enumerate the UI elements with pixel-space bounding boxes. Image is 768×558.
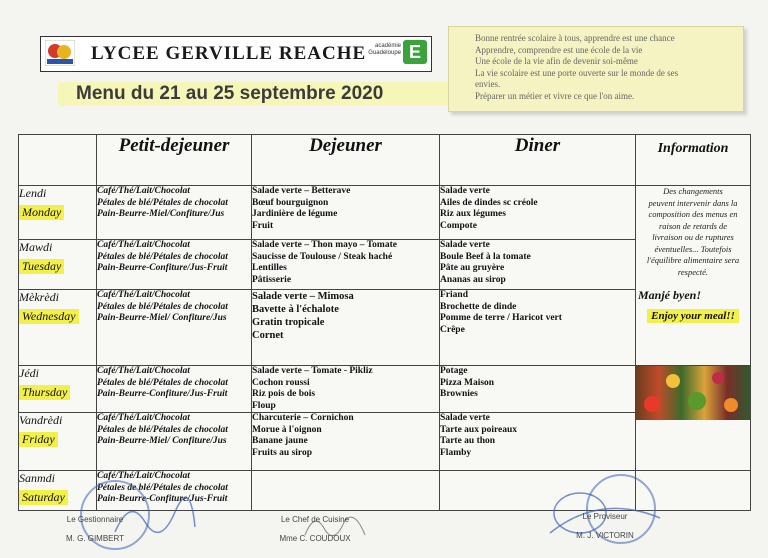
- quote-line: La vie scolaire est une porte ouverte sur le monde de ses: [475, 67, 679, 78]
- dinner-cell: Friand Brochette de dinde Pomme de terre / Haricot vert Crêpe: [440, 290, 636, 366]
- corner-cell: [19, 135, 97, 186]
- day-creole: Mawdi: [19, 240, 53, 254]
- lunch-cell: Salade verte – Tomate - Pikliz Cochon roussi Riz pois de bois Floup: [252, 366, 440, 413]
- day-english: Thursday: [19, 385, 70, 400]
- table-row: [19, 186, 751, 240]
- dinner-cell: Salade verte Boule Beef à la tomate Pâte au gruyère Ananas au sirop: [440, 240, 636, 290]
- day-creole: Lendi: [19, 186, 47, 200]
- table-row: [19, 366, 751, 413]
- signature-proviseur: [560, 512, 650, 540]
- signature-gestionnaire: [50, 515, 140, 543]
- day-english: Monday: [19, 205, 64, 220]
- day-english: Tuesday: [19, 259, 64, 274]
- enjoy-meal-label: Enjoy your meal!!: [647, 309, 739, 323]
- academie-label: académie Guadeloupe: [368, 43, 401, 56]
- breakfast-cell: Café/Thé/Lait/Chocolat Pétales de blé/Pétales de chocolat Pain-Beurre-Miel/ Confiture/Jus: [97, 413, 252, 471]
- vegetables-picture: [636, 366, 751, 471]
- signature-role: Le Gestionnaire: [66, 515, 124, 524]
- day-cell: [19, 290, 97, 366]
- school-name: LYCEE GERVILLE REACHE: [91, 43, 367, 64]
- menu-title: Menu du 21 au 25 septembre 2020: [58, 82, 451, 106]
- column-header-breakfast: Petit-dejeuner: [97, 135, 252, 186]
- signature-chef-cuisine: [255, 515, 375, 543]
- breakfast-cell: Café/Thé/Lait/Chocolat Pétales de blé/Pétales de chocolat Pain-Beurre-Confiture/Jus-Fruit: [97, 366, 252, 413]
- lunch-cell: Salade verte – Thon mayo – Tomate Saucisse de Toulouse / Steak haché Lentilles Pâtisserie: [252, 240, 440, 290]
- breakfast-cell: Café/Thé/Lait/Chocolat Pétales de blé/Pétales de chocolat Pain-Beurre-Miel/Confiture/Jus: [97, 186, 252, 240]
- breakfast-cell: Café/Thé/Lait/Chocolat Pétales de blé/Pétales de chocolat Pain-Beurre-Miel/ Confiture/Jus: [97, 290, 252, 366]
- dinner-cell: Potage Pizza Maison Brownies: [440, 366, 636, 413]
- information-text: Des changements peuvent intervenir dans la composition des menus en raison de retards de livraison ou de ruptures éventuelles... Toutefois l'équilibre alimentaire sera respecté.: [646, 186, 740, 277]
- breakfast-cell: Café/Thé/Lait/Chocolat Pétales de blé/Pétales de chocolat Pain-Beurre-Confiture/Jus-Fruit: [97, 471, 252, 511]
- day-cell: [19, 366, 97, 413]
- dinner-cell: Salade verte Ailes de dindes sc créole Riz aux légumes Compote: [440, 186, 636, 240]
- day-creole: Mèkrèdi: [19, 290, 59, 304]
- academie-logo-icon: E: [403, 40, 427, 64]
- quote-line: envies.: [475, 79, 501, 89]
- vegetables-image: [636, 366, 750, 420]
- signature-name: Mme C. COUDOUX: [279, 534, 351, 543]
- school-crest-icon: [45, 40, 75, 66]
- day-cell: [19, 413, 97, 471]
- day-cell: [19, 240, 97, 290]
- information-cell: [636, 186, 751, 366]
- quote-line: Une école de la vie afin de devenir soi-même: [475, 56, 638, 66]
- menu-table: [18, 134, 751, 511]
- manje-byen-label: Manjé byen!: [638, 288, 701, 302]
- column-header-dinner: Diner: [440, 135, 636, 186]
- quote-line: Préparer un métier et vivre ce que l'on aime.: [475, 90, 635, 101]
- day-english: Wednesday: [19, 309, 79, 324]
- signature-role: Le Proviseur: [582, 512, 628, 521]
- signature-role: Le Chef de Cuisine: [280, 515, 350, 524]
- signature-name: M. G. GIMBERT: [65, 534, 125, 543]
- day-english: Friday: [19, 432, 58, 447]
- school-logo-banner: [40, 36, 432, 72]
- dinner-cell: Salade verte Tarte aux poireaux Tarte au thon Flamby: [440, 413, 636, 471]
- quote-line: Bonne rentrée scolaire à tous, apprendre est une chance: [475, 33, 675, 43]
- column-header-information: Information: [636, 135, 751, 186]
- lunch-cell: Salade verte – Mimosa Bavette à l'échalote Gratin tropicale Cornet: [252, 290, 440, 366]
- day-creole: Jédi: [19, 366, 39, 380]
- signature-name: M. J. VICTORIN: [576, 531, 634, 540]
- table-header-row: [19, 135, 751, 186]
- day-english: Saturday: [19, 490, 68, 505]
- lunch-cell: Salade verte – Betterave Bœuf bourguignon Jardinière de légume Fruit: [252, 186, 440, 240]
- column-header-lunch: Dejeuner: [252, 135, 440, 186]
- day-creole: Sanmdi: [19, 471, 55, 485]
- lunch-cell: Charcuterie – Cornichon Morue à l'oignon Banane jaune Fruits au sirop: [252, 413, 440, 471]
- day-creole: Vandrèdi: [19, 413, 63, 427]
- quote-line: Apprendre, comprendre est une école de la vie: [475, 44, 643, 55]
- breakfast-cell: Café/Thé/Lait/Chocolat Pétales de blé/Pétales de chocolat Pain-Beurre-Confiture/Jus-Fruit: [97, 240, 252, 290]
- day-cell: [19, 186, 97, 240]
- quote-note: [448, 26, 744, 112]
